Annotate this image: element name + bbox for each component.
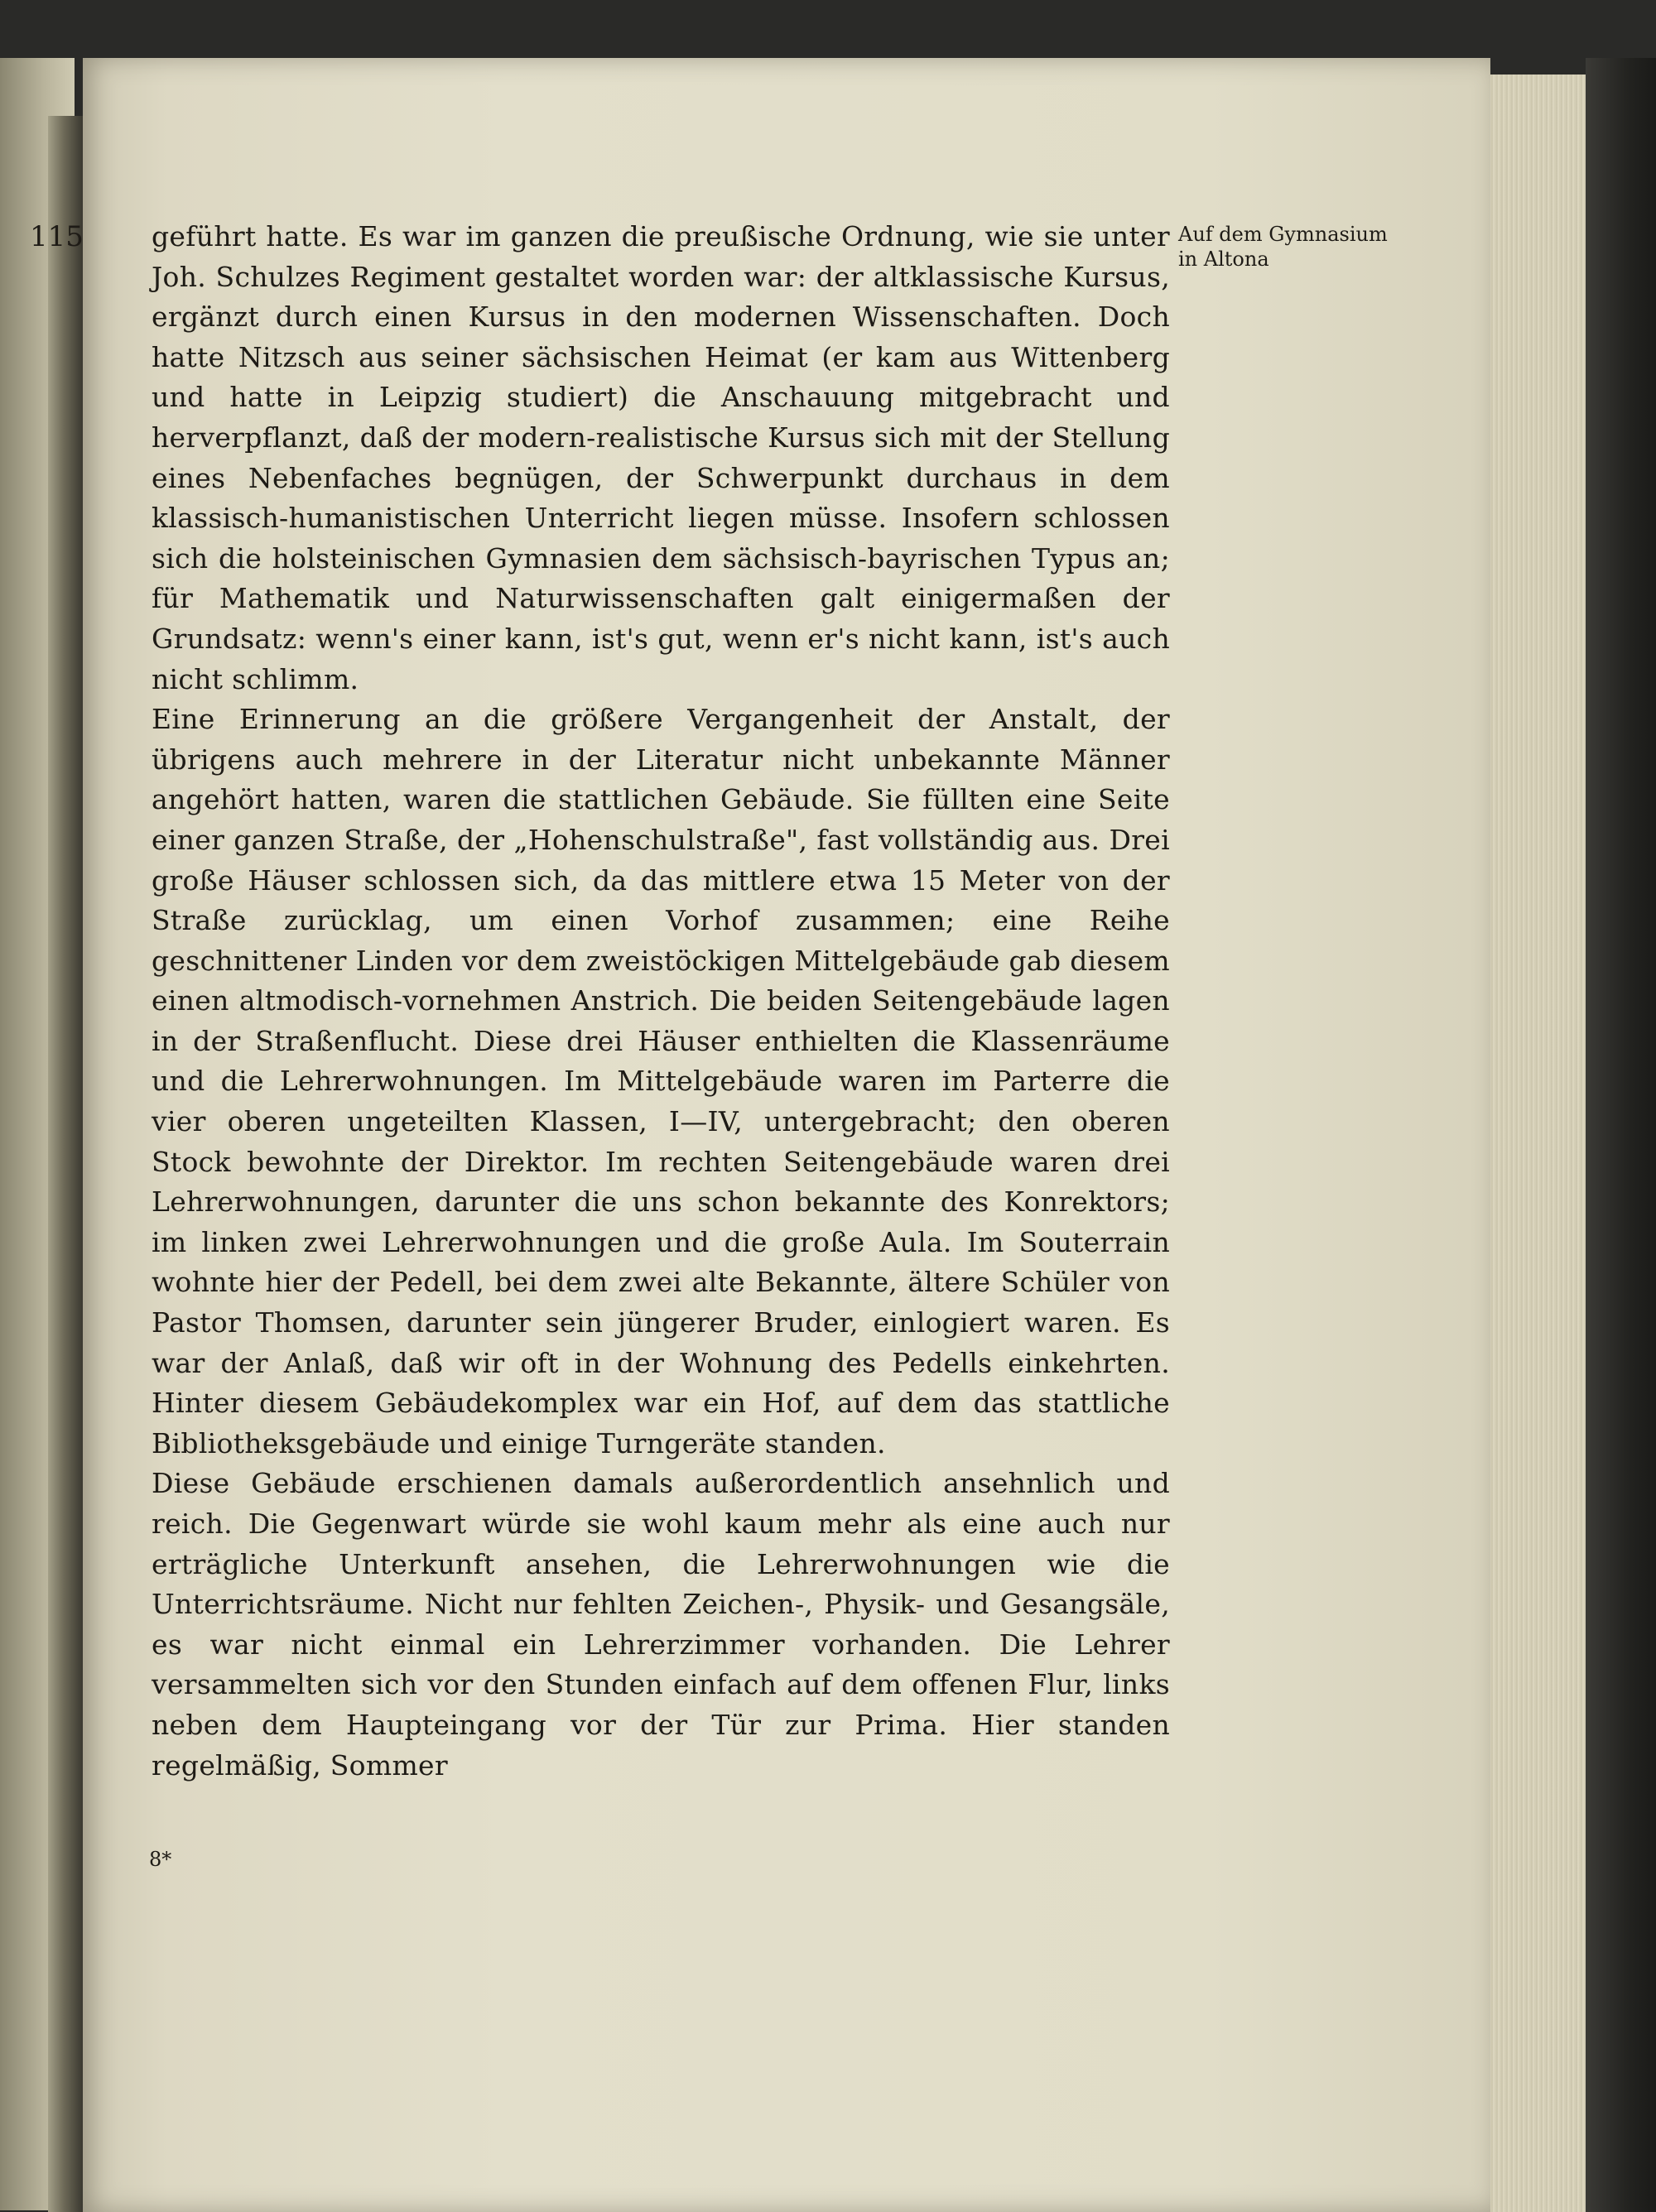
- margin-note: Auf dem Gymnasium in Altona: [1178, 223, 1388, 271]
- book-gutter: [48, 116, 83, 2212]
- book-cover-edge: [1586, 58, 1656, 2212]
- margin-line-number: 115: [30, 220, 84, 253]
- body-text: [152, 217, 1170, 1786]
- paragraph-3: Diese Gebäude erschienen damals außerordentlich ansehnlich und reich. Die Gegenwart würde sie wohl kaum mehr als eine auch nur erträgliche Unterkunft ansehen, die Lehrerwohnungen wie die Unterrichtsräume. Nicht nur fehlten Zeichen-, Physik- und Gesangsäle, es war nicht einmal ein Lehrerzimmer vorhanden. Die Lehrer versammelten sich vor den Stunden einfach auf dem offenen Flur, links neben dem Haupteingang vor der Tür zur Prima. Hier standen regelmäßig, Sommer: [152, 1467, 1170, 1782]
- paragraph-2: Eine Erinnerung an die größere Vergangenheit der Anstalt, der übrigens auch mehrere in der Literatur nicht unbekannte Männer angehört hatten, waren die stattlichen Gebäude. Sie füllten eine Seite einer ganzen Straße, der „Hohenschulstraße", fast vollständig aus. Drei große Häuser schlossen sich, da das mittlere etwa 15 Meter von der Straße zurücklag, um einen Vorhof zusammen; eine Reihe geschnittener Linden vor dem zweistöckigen Mittelgebäude gab diesem einen altmodisch-vornehmen Anstrich. Die beiden Seitengebäude lagen in der Straßenflucht. Diese drei Häuser enthielten die Klassenräume und die Lehrerwohnungen. Im Mittelgebäude waren im Parterre die vier oberen ungeteilten Klassen, I—IV, untergebracht; den oberen Stock bewohnte der Direktor. Im rechten Seitengebäude waren drei Lehrerwohnungen, darunter die uns schon bekannte des Konrektors; im linken zwei Lehrerwohnungen und die große Aula. Im Souterrain wohnte hier der Pedell, bei dem zwei alte Bekannte, ältere Schüler von Pastor Thomsen, darunter sein jüngerer Bruder, einlogiert waren. Es war der Anlaß, daß wir oft in der Wohnung des Pedells einkehrten. Hinter diesem Gebäudekomplex war ein Hof, auf dem das stattliche Bibliotheksgebäude und einige Turngeräte standen.: [152, 703, 1170, 1459]
- signature-mark: 8*: [149, 1848, 172, 1871]
- paragraph-1: geführt hatte. Es war im ganzen die preußische Ordnung, wie sie unter Joh. Schulzes Regiment gestaltet worden war: der altklassische Kursus, ergänzt durch einen Kursus in den modernen Wissenschaften. Doch hatte Nitzsch aus seiner sächsischen Heimat (er kam aus Wittenberg und hatte in Leipzig studiert) die Anschauung mitgebracht und herverpflanzt, daß der modern-realistische Kursus sich mit der Stellung eines Nebenfaches begnügen, der Schwerpunkt durchaus in dem klassisch-humanistischen Unterricht liegen müsse. Insofern schlossen sich die holsteinischen Gymnasien dem sächsisch-bayrischen Typus an; für Mathematik und Naturwissenschaften galt einigermaßen der Grundsatz: wenn's einer kann, ist's gut, wenn er's nicht kann, ist's auch nicht schlimm.: [152, 220, 1170, 695]
- page-block-edges: [1490, 75, 1586, 2212]
